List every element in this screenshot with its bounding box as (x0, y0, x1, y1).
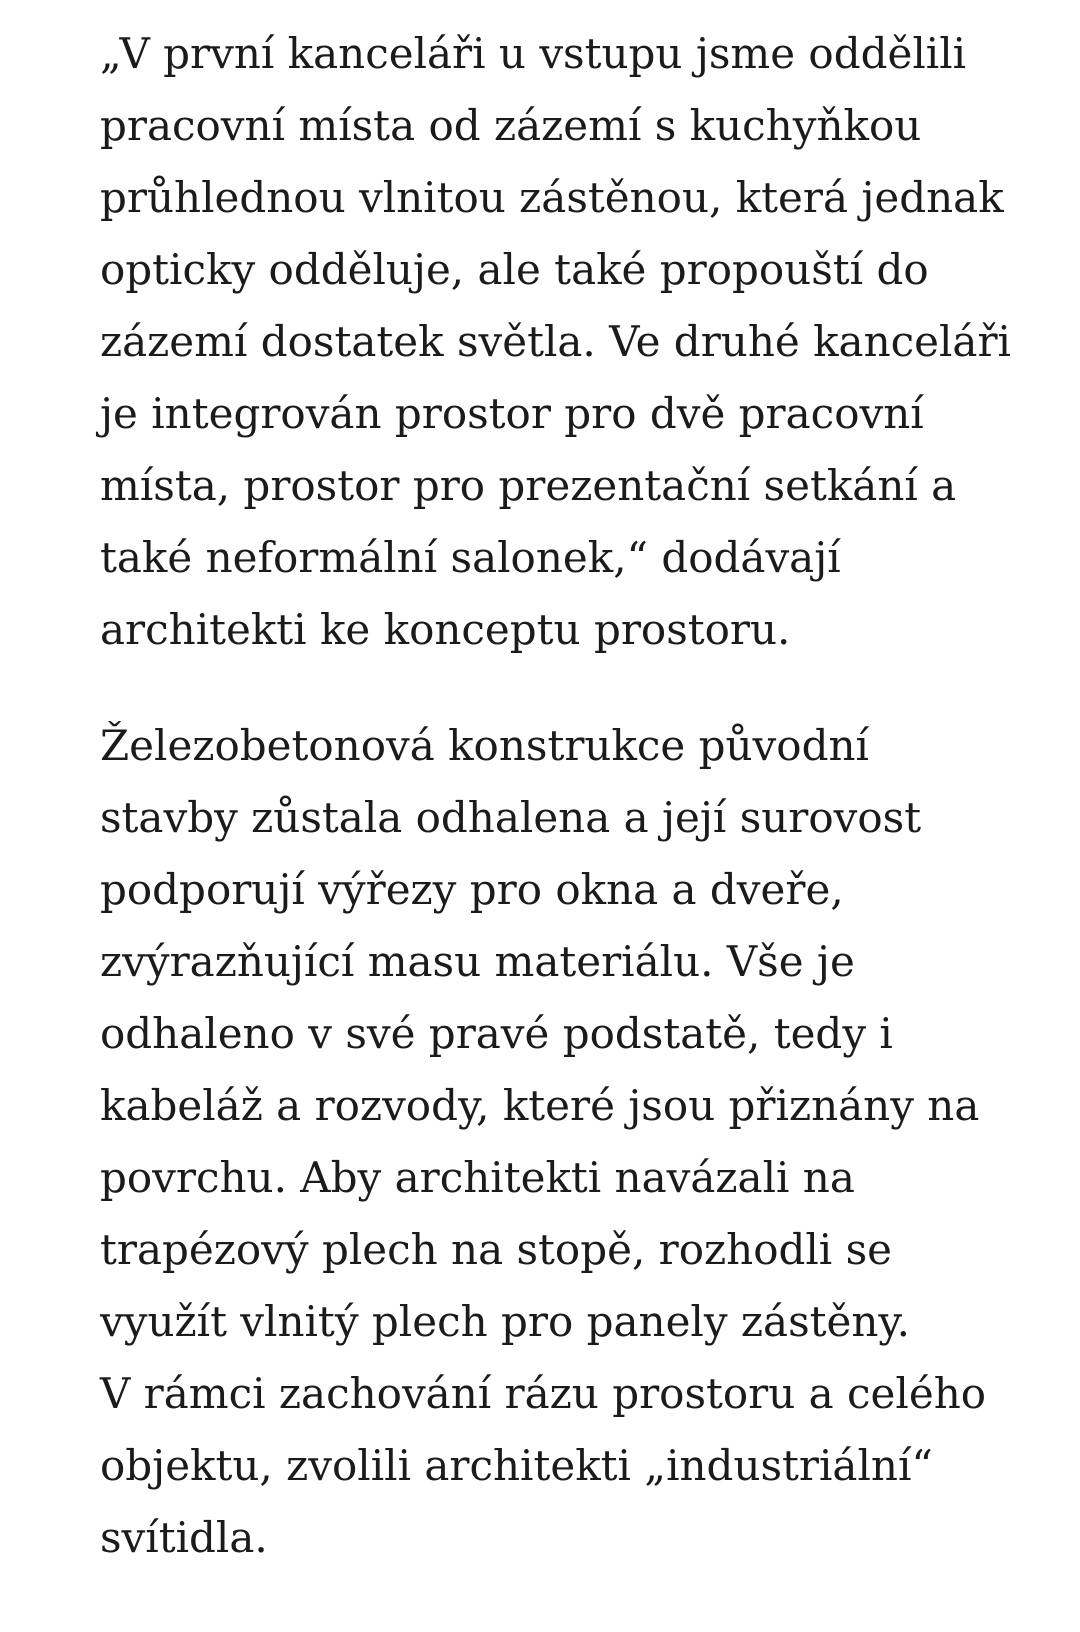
paragraph-line: trapézový plech na stopě, rozhodli se (100, 1225, 892, 1274)
paragraph-line: pracovní místa od zázemí s kuchyňkou (100, 101, 922, 150)
paragraph-line: zázemí dostatek světla. Ve druhé kanceláři (100, 317, 1011, 366)
paragraph-line: zvýrazňující masu materiálu. Vše je (100, 937, 855, 986)
paragraph-line: kabeláž a rozvody, které jsou přiznány na (100, 1081, 980, 1130)
paragraph-line: využít vlnitý plech pro panely zástěny. (100, 1297, 910, 1346)
paragraph-line: Železobetonová konstrukce původní (100, 721, 869, 770)
paragraph-line: svítidla. (100, 1513, 268, 1562)
paragraph-architects-quote (100, 18, 1011, 666)
paragraph-construction (100, 710, 987, 1574)
paragraph-line: povrchu. Aby architekti navázali na (100, 1153, 855, 1202)
paragraph-line: také neformální salonek,“ dodávají (100, 533, 841, 582)
paragraph-line: průhlednou vlnitou zástěnou, která jednak (100, 173, 1004, 222)
paragraph-line: objektu, zvolili architekti „industriální“ (100, 1441, 933, 1490)
paragraph-line: podporují výřezy pro okna a dveře, (100, 865, 844, 914)
paragraph-line: V rámci zachování rázu prostoru a celého (100, 1369, 987, 1418)
paragraph-line: „V první kanceláři u vstupu jsme oddělili (100, 29, 967, 78)
paragraph-line: místa, prostor pro prezentační setkání a (100, 461, 957, 510)
paragraph-line: architekti ke konceptu prostoru. (100, 605, 791, 654)
paragraph-line: je integrován prostor pro dvě pracovní (100, 389, 924, 438)
paragraph-line: stavby zůstala odhalena a její surovost (100, 793, 922, 842)
paragraph-line: odhaleno v své pravé podstatě, tedy i (100, 1009, 893, 1058)
paragraph-line: opticky odděluje, ale také propouští do (100, 245, 929, 294)
